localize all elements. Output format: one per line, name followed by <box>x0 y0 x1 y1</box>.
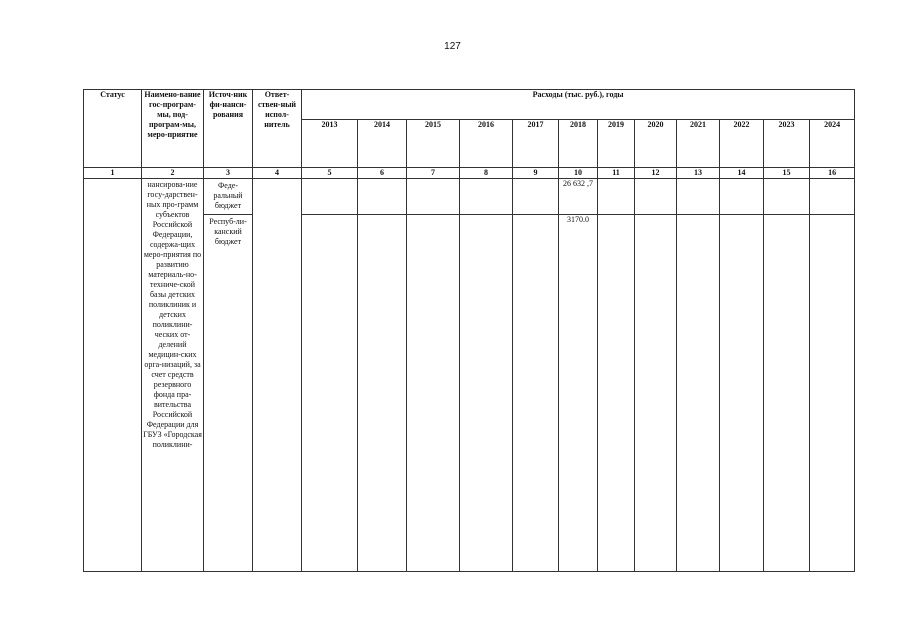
column-number: 16 <box>810 168 855 179</box>
column-number: 10 <box>559 168 598 179</box>
value-cell-2020 <box>635 215 677 572</box>
year-2015: 2015 <box>407 120 460 168</box>
year-2017: 2017 <box>513 120 559 168</box>
value-cell-2024 <box>810 179 855 215</box>
page-number: 127 <box>444 41 461 52</box>
value-cell-2019 <box>598 179 635 215</box>
column-number: 14 <box>720 168 764 179</box>
year-2019: 2019 <box>598 120 635 168</box>
header-source: Источ-ник фи-нанси-рования <box>204 90 253 168</box>
column-number: 7 <box>407 168 460 179</box>
column-number: 4 <box>253 168 302 179</box>
value-cell-2013 <box>302 215 358 572</box>
year-2013: 2013 <box>302 120 358 168</box>
column-number-row <box>84 168 855 179</box>
header-expenses: Расходы (тыс. руб.), годы <box>302 90 855 120</box>
header-row <box>84 90 855 120</box>
value-cell-2020 <box>635 179 677 215</box>
value-cell-2016 <box>460 179 513 215</box>
column-number: 8 <box>460 168 513 179</box>
value-cell-2015 <box>407 179 460 215</box>
value-cell-2017 <box>513 179 559 215</box>
budget-table <box>83 89 855 572</box>
year-2024: 2024 <box>810 120 855 168</box>
year-2014: 2014 <box>358 120 407 168</box>
year-2022: 2022 <box>720 120 764 168</box>
column-number: 1 <box>84 168 142 179</box>
column-number: 11 <box>598 168 635 179</box>
value-cell-2021 <box>677 179 720 215</box>
value-cell-2024 <box>810 215 855 572</box>
measure-name-cell: нансирова-ние госу-дарствен-ных про-грамм субъектов Российской Федерации, содержа-щих меро-приятия по развитию материаль-но-техниче-ской базы детских поликлиник и детских поликлини-ческих от-делений медицин-ских орга-низаций, за счет средств резервного фонда пра-вительства Российской Федерации для ГБУЗ «Городская поликлини- <box>142 179 204 572</box>
value-cell-2014 <box>358 215 407 572</box>
value-cell-2018: 3170.0 <box>559 215 598 572</box>
year-2018: 2018 <box>559 120 598 168</box>
year-2023: 2023 <box>764 120 810 168</box>
value-cell-2019 <box>598 215 635 572</box>
column-number: 12 <box>635 168 677 179</box>
value-cell-2023 <box>764 179 810 215</box>
column-number: 6 <box>358 168 407 179</box>
value-cell-2016 <box>460 215 513 572</box>
column-number: 13 <box>677 168 720 179</box>
value-cell-2015 <box>407 215 460 572</box>
funding-source-cell: Респуб-ли-канский бюджет <box>204 215 253 572</box>
value-cell-2021 <box>677 215 720 572</box>
table-row <box>84 179 855 215</box>
funding-source-cell: Феде-ральный бюджет <box>204 179 253 215</box>
header-name: Наимено-вание гос-програм-мы, под-програм-мы, меро-приятие <box>142 90 204 168</box>
value-cell-2013 <box>302 179 358 215</box>
value-cell-2022 <box>720 215 764 572</box>
column-number: 2 <box>142 168 204 179</box>
header-executor: Ответ-ствен-ный испол-нитель <box>253 90 302 168</box>
value-cell-2017 <box>513 215 559 572</box>
value-cell-2014 <box>358 179 407 215</box>
executor-cell <box>253 179 302 572</box>
column-number: 15 <box>764 168 810 179</box>
column-number: 5 <box>302 168 358 179</box>
year-2016: 2016 <box>460 120 513 168</box>
header-status: Статус <box>84 90 142 168</box>
value-cell-2022 <box>720 179 764 215</box>
value-cell-2023 <box>764 215 810 572</box>
column-number: 9 <box>513 168 559 179</box>
status-cell <box>84 179 142 572</box>
value-cell-2018: 26 632 ,7 <box>559 179 598 215</box>
column-number: 3 <box>204 168 253 179</box>
year-2021: 2021 <box>677 120 720 168</box>
year-2020: 2020 <box>635 120 677 168</box>
